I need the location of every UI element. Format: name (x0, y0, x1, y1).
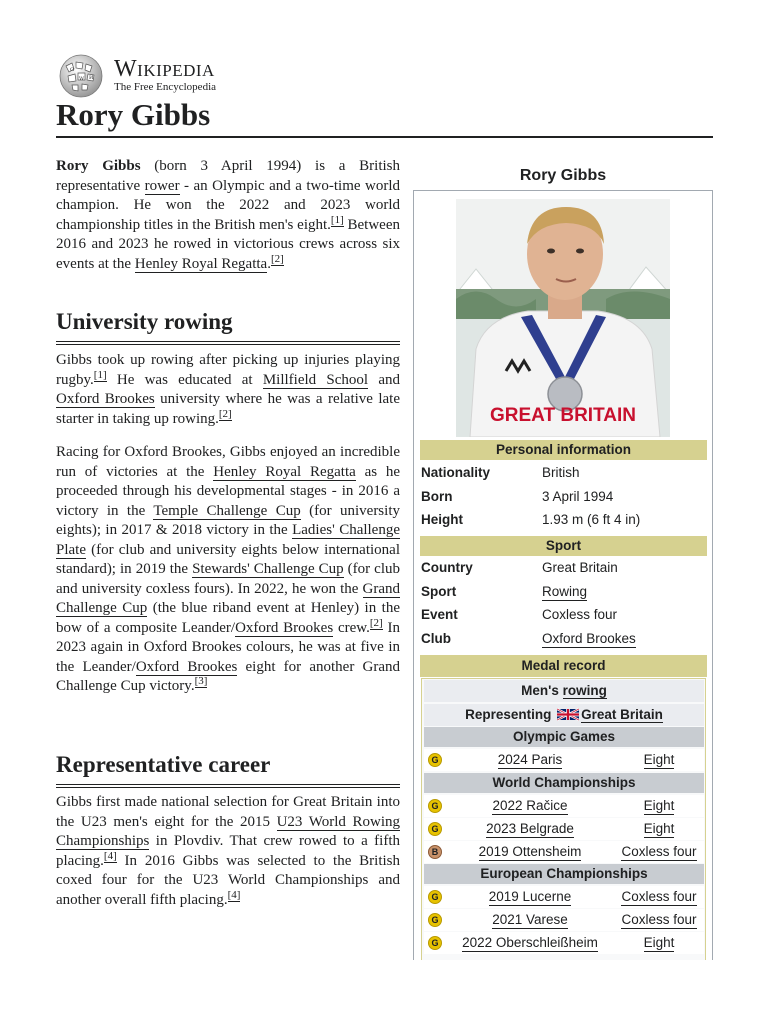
olympic-games-header: Olympic Games (424, 727, 704, 747)
boat-class-link[interactable]: Coxless four (621, 844, 697, 859)
nationality-row (421, 462, 708, 484)
text: Gibbs took up rowing after picking up injuries playing rugby. (56, 352, 400, 388)
shirt-text: GREAT BRITAIN (489, 405, 637, 426)
mens-rowing-row (424, 680, 704, 702)
ladies-challenge-plate-link[interactable]: Ladies' Challenge Plate (56, 522, 401, 558)
text: Racing for Oxford Brookes, Gibbs enjoyed an incredible run of victories at the (56, 444, 400, 480)
page-title: Rory Gibbs (56, 96, 713, 138)
row-label: Country (421, 560, 473, 575)
stewards-challenge-cup-link[interactable]: Stewards' Challenge Cup (192, 561, 344, 577)
row-label: Sport (421, 584, 457, 599)
row-label: Club (421, 631, 451, 646)
bronze-medal-icon: B (428, 845, 442, 859)
text: Gibbs first made national selection for Great Britain into the U23 men's eight for the 2015 (56, 794, 400, 830)
oxford-brookes-link[interactable]: Oxford Brookes (135, 658, 238, 675)
infobox-title: Rory Gibbs (519, 167, 607, 184)
row-value: 3 April 1994 (542, 489, 614, 504)
ref-3-link[interactable]: [3] (194, 675, 208, 687)
text: eight for another Grand Challenge Cup victory. (56, 658, 401, 694)
subject-name: Rory Gibbs (56, 158, 141, 174)
text: crew. (333, 619, 370, 636)
rower-link[interactable]: rower (144, 177, 180, 194)
ref-4-link[interactable]: [4] (227, 888, 241, 901)
height-row (421, 509, 708, 531)
personal-information-header: Personal information (420, 440, 707, 460)
representing-row (424, 704, 704, 726)
mens-label: Men's (521, 683, 563, 698)
country-row (421, 557, 708, 579)
millfield-school-link[interactable]: Millfield School (262, 371, 369, 388)
born-row (421, 486, 708, 508)
event-row (421, 604, 708, 626)
section-heading-university-rowing: University rowing (56, 307, 400, 342)
university-paragraph-2 (56, 443, 400, 697)
medal-row (424, 909, 704, 931)
text: (for university eights); in 2017 & 2018 victory in the (56, 502, 400, 538)
event-link[interactable]: 2019 Ottensheim (478, 844, 582, 859)
intro-text-2: - an Olympic and a two-time world champion. He won the 2022 and 2023 world championship titles in the British men's eight. (56, 177, 400, 233)
intro-text-4: . (267, 255, 271, 272)
text: university where he was a relative late starter in taking up rowing. (56, 391, 400, 427)
university-paragraph-1 (56, 351, 400, 429)
u23-world-rowing-championships-link[interactable]: U23 World Rowing Championships (56, 813, 400, 849)
temple-challenge-cup-link[interactable]: Temple Challenge Cup (153, 502, 301, 519)
boat-class-link[interactable]: Eight (643, 821, 675, 836)
wikipedia-globe-icon[interactable] (56, 54, 106, 98)
ref-4-link[interactable]: [4] (103, 849, 117, 862)
row-label: Nationality (421, 465, 491, 480)
text: He was educated at (106, 371, 263, 388)
event-link[interactable]: 2019 Lucerne (488, 889, 572, 904)
boat-class-link[interactable]: Eight (643, 752, 675, 767)
section-heading-representative-career: Representative career (56, 750, 400, 785)
great-britain-link[interactable]: Great Britain (581, 707, 663, 722)
text: in Plovdiv. That crew rowed to a fifth placing. (56, 833, 400, 869)
ref-2-link[interactable]: [2] (218, 407, 232, 420)
event-link[interactable]: 2023 Belgrade (486, 821, 574, 836)
intro-text-1: (born 3 April 1994) is a British representative (56, 158, 400, 194)
rowing-link[interactable]: Rowing (542, 584, 588, 599)
gold-medal-icon: G (428, 913, 442, 927)
gold-medal-icon: G (428, 936, 442, 950)
ref-1-link[interactable]: [1] (93, 368, 107, 381)
text: and (368, 371, 400, 388)
svg-text:W: W (79, 76, 85, 82)
gold-medal-icon: G (428, 890, 442, 904)
rowing-link[interactable]: rowing (562, 683, 607, 698)
gold-medal-icon: G (428, 822, 442, 836)
gold-medal-icon: G (428, 799, 442, 813)
infobox (413, 190, 713, 960)
event-link[interactable]: 2022 Račice (492, 798, 568, 813)
medal-row (424, 795, 704, 817)
boat-class-link[interactable]: Coxless four (621, 912, 697, 927)
ref-2-link[interactable]: [2] (270, 252, 284, 265)
medal-table (421, 678, 706, 960)
medal-row (424, 886, 704, 908)
intro-paragraph (56, 157, 400, 274)
medal-row (424, 841, 704, 863)
henley-royal-regatta-link[interactable]: Henley Royal Regatta (213, 463, 356, 480)
text: as he proceeded through his developmental stages - in 2016 a victory in the (56, 463, 401, 519)
row-label: Height (421, 512, 463, 527)
wordmark[interactable] (114, 58, 216, 94)
text: (for club and university eights below international standard); in 2019 the (56, 541, 400, 577)
row-value: Great Britain (542, 560, 618, 575)
portrait-photo[interactable] (456, 199, 670, 437)
text: (for club and university coxless fours). In 2022, he won the (56, 561, 400, 597)
wordmark-title: Wikipedia (114, 56, 215, 82)
row-label: Event (421, 607, 458, 622)
event-link[interactable]: 2024 Paris (497, 752, 563, 767)
medal-row (424, 818, 704, 840)
event-link[interactable]: 2022 Oberschleißheim (462, 935, 598, 950)
henley-royal-regatta-link[interactable]: Henley Royal Regatta (134, 255, 268, 272)
boat-class-link[interactable]: Eight (643, 935, 675, 950)
row-value: Coxless four (542, 607, 618, 622)
medal-record-header: Medal record (420, 655, 707, 677)
grand-challenge-cup-link[interactable]: Grand Challenge Cup (56, 580, 400, 616)
ref-2-link[interactable]: [2] (369, 616, 383, 629)
row-value: British (542, 465, 580, 480)
boat-class-link[interactable]: Coxless four (621, 889, 697, 904)
boat-class-link[interactable]: Eight (643, 798, 675, 813)
representative-paragraph (56, 793, 400, 910)
sport-row (421, 581, 708, 603)
svg-text:И: И (89, 75, 94, 81)
row-label: Born (421, 489, 453, 504)
svg-text:Ω: Ω (70, 67, 75, 73)
gold-medal-icon: G (428, 753, 442, 767)
world-championships-header: World Championships (424, 773, 704, 793)
site-header (56, 53, 216, 99)
ref-1-link[interactable]: [1] (330, 213, 344, 226)
medal-row (424, 932, 704, 954)
european-championships-header: European Championships (424, 864, 704, 884)
oxford-brookes-link[interactable]: Oxford Brookes (542, 631, 636, 646)
text: In 2016 Gibbs was selected to the British coxed four for the U23 World Championships and another overall fifth placing. (56, 852, 400, 908)
row-value: 1.93 m (6 ft 4 in) (542, 512, 641, 527)
intro-text-3: Between 2016 and 2023 he rowed in victorious crews across six events at the (56, 216, 401, 272)
oxford-brookes-link[interactable]: Oxford Brookes (56, 391, 155, 407)
text: In 2023 again in Oxford Brookes colours, he was at five in the Leander/ (56, 619, 400, 675)
oxford-brookes-link[interactable]: Oxford Brookes (235, 619, 334, 636)
uk-flag-icon (557, 708, 579, 721)
wordmark-tagline: The Free Encyclopedia (114, 81, 217, 93)
club-row (421, 628, 708, 650)
sport-header: Sport (420, 536, 707, 556)
medal-row (424, 749, 704, 771)
event-link[interactable]: 2021 Varese (492, 912, 568, 927)
text: (the blue riband event at Henley) in the bow of a composite Leander/ (56, 600, 400, 636)
representing-label: Representing (465, 707, 556, 722)
